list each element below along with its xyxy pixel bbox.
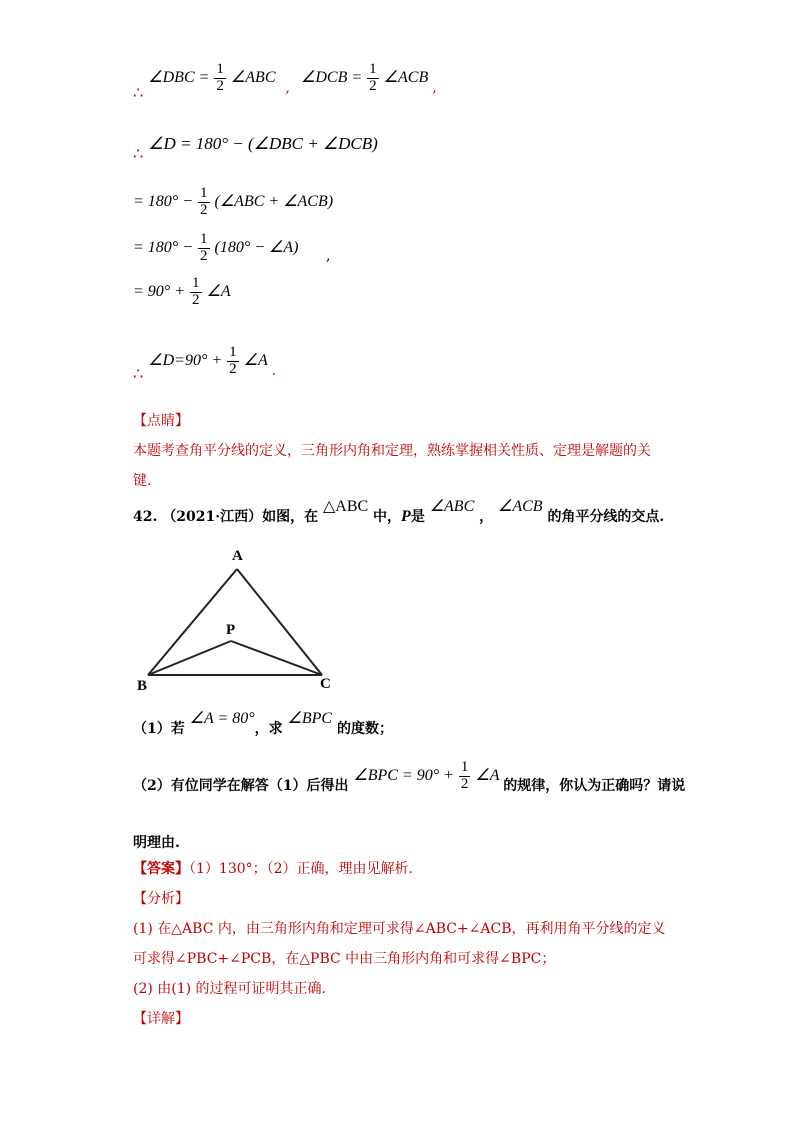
question-1: （1）若 ∠A = 80°，求 ∠BPC 的度数； bbox=[133, 710, 393, 737]
fraction-half: $\frac{1}{2}$ bbox=[216, 61, 224, 94]
vertex-label-b: B bbox=[137, 678, 148, 694]
problem-42-statement: 42. （2021·江西）如图，在 △ABC 中，P是 ∠ABC ， ∠ACB 的角平分线的交点. bbox=[133, 498, 665, 525]
equation-step: = 180° − $\frac{1}{2}$ (∠ABC + ∠ACB) bbox=[133, 185, 334, 218]
fraction-half: $\frac{1}{2}$ bbox=[200, 185, 208, 218]
detail-label: 【详解】 bbox=[133, 1011, 189, 1027]
step-line-3 bbox=[133, 186, 333, 219]
question-2-line-2: 明理由. bbox=[133, 835, 180, 851]
analysis-line-1: (1) 在△ABC 内，由三角形内角和定理可求得∠ABC+∠ACB，再利用角平分线的定义 bbox=[133, 921, 666, 937]
line4-comma: , bbox=[326, 248, 331, 264]
vertex-label-c: C bbox=[320, 676, 331, 692]
step-line-5 bbox=[133, 276, 231, 309]
question-2: （2）有位同学在解答（1）后得出 ∠BPC = 90° + $\frac{1}{2}$ ∠A 的规律，你认为正确吗？请说 bbox=[133, 759, 686, 794]
separator-comma: , bbox=[285, 79, 290, 96]
vertex-label-a: A bbox=[232, 548, 243, 564]
step-line-1 bbox=[133, 61, 437, 102]
equation-step: = 90° + $\frac{1}{2}$ ∠A bbox=[133, 275, 231, 308]
side-ab bbox=[148, 569, 237, 675]
therefore-symbol: ∴ bbox=[133, 82, 144, 102]
triangle-abc: △ABC bbox=[322, 498, 369, 515]
point-p: P bbox=[401, 508, 411, 525]
target-angle-bpc: ∠BPC bbox=[287, 710, 333, 727]
therefore-symbol: ∴ bbox=[133, 363, 144, 383]
fraction-half: $\frac{1}{2}$ bbox=[192, 275, 200, 308]
rule-equation: ∠BPC = 90° + $\frac{1}{2}$ ∠A bbox=[353, 759, 500, 792]
equation-conclusion: ∠D=90° + $\frac{1}{2}$ ∠A bbox=[148, 344, 268, 377]
end-period: . bbox=[271, 362, 276, 379]
fraction-half: $\frac{1}{2}$ bbox=[460, 759, 469, 792]
triangle-figure bbox=[130, 545, 350, 695]
answer-text: （1）130°；（2）正确，理由见解析. bbox=[189, 861, 413, 877]
fraction-half: $\frac{1}{2}$ bbox=[369, 61, 377, 94]
problem-source: （2021·江西） bbox=[162, 509, 263, 525]
step-line-6 bbox=[133, 344, 276, 383]
fraction-half: $\frac{1}{2}$ bbox=[200, 231, 208, 264]
angle-abc: ∠ABC bbox=[429, 498, 475, 515]
therefore-symbol: ∴ bbox=[133, 144, 144, 163]
analysis-line-2: 可求得∠PBC+∠PCB，在△PBC 中由三角形内角和可求得∠BPC； bbox=[133, 951, 556, 967]
end-comma: , bbox=[432, 79, 437, 96]
segment-bp bbox=[148, 641, 231, 675]
comment-heading: 【点睛】 bbox=[133, 413, 189, 429]
analysis-label: 【分析】 bbox=[133, 891, 189, 907]
answer-label: 【答案】 bbox=[133, 861, 189, 877]
equation-dbc: ∠DBC = $\frac{1}{2}$ ∠ABC bbox=[148, 61, 276, 94]
fraction-half: $\frac{1}{2}$ bbox=[229, 344, 237, 377]
problem-number: 42. bbox=[133, 509, 158, 525]
step-line-2 bbox=[133, 134, 378, 163]
step-line-4 bbox=[133, 232, 298, 265]
equation-d: ∠D = 180° − (∠DBC + ∠DCB) bbox=[148, 134, 378, 153]
equation-dcb: ∠DCB = $\frac{1}{2}$ ∠ACB bbox=[301, 61, 429, 94]
answer-section bbox=[133, 854, 413, 884]
point-label-p: P bbox=[226, 622, 236, 638]
condition-angle-a: ∠A = 80° bbox=[189, 710, 255, 727]
comment-line-2: 键. bbox=[133, 473, 152, 489]
analysis-line-3: (2) 由(1) 的过程可证明其正确. bbox=[133, 981, 327, 997]
comment-line-1: 本题考查角平分线的定义，三角形内角和定理，熟练掌握相关性质、定理是解题的关 bbox=[133, 443, 651, 459]
equation-step: = 180° − $\frac{1}{2}$ (180° − ∠A) bbox=[133, 231, 299, 264]
angle-acb: ∠ACB bbox=[498, 498, 543, 515]
